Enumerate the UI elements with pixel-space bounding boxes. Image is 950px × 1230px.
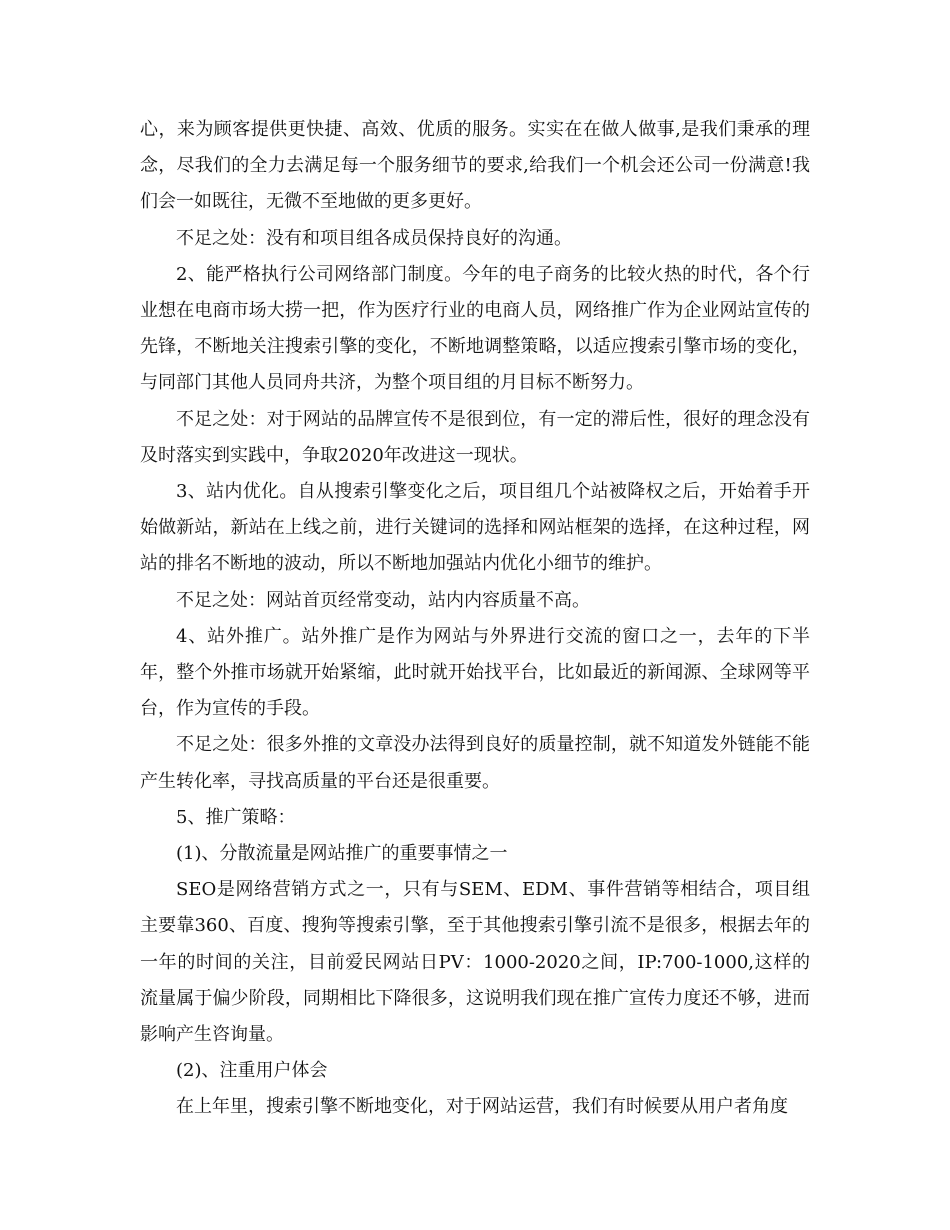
paragraph-subheading-1: (1)、分散流量是网站推广的重要事情之一 bbox=[176, 843, 508, 865]
paragraph-shortcoming-2: 不足之处：对于网站的品牌宣传不是很到位，有一定的滞后性，很好的理念没有及时落实到实践中，争取2020年改进这一现状。 bbox=[140, 408, 810, 466]
paragraph-shortcoming-1: 不足之处：没有和项目组各成员保持良好的沟通。 bbox=[176, 227, 572, 249]
paragraph-shortcoming-4: 不足之处：很多外推的文章没办法得到良好的质量控制，就不知道发外链能不能产生转化率，寻找高质量的平台还是很重要。 bbox=[140, 734, 810, 792]
paragraph-continuation: 心，来为顾客提供更快捷、高效、优质的服务。实实在在做人做事,是我们秉承的理念，尽我们的全力去满足每一个服务细节的要求,给我们一个机会还公司一份满意!我们会一如既往，无微不至地做的更多更好。 bbox=[140, 119, 810, 213]
paragraph-item-4: 4、站外推广。站外推广是作为网站与外界进行交流的窗口之一，去年的下半年，整个外推市场就开始紧缩，此时就开始找平台，比如最近的新闻源、全球网等平台，作为宣传的手段。 bbox=[140, 625, 810, 720]
paragraph-user-experience: 在上年里，搜索引擎不断地变化，对于网站运营，我们有时候要从用户者角度 bbox=[176, 1096, 788, 1118]
paragraph-seo: SEO是网络营销方式之一，只有与SEM、EDM、事件营销等相结合，项目组主要靠360、百度、搜狗等搜索引擎，至于其他搜索引擎引流不是很多，根据去年的一年的时间的关注，目前爱民网站日PV：1000-2020之间，IP:700-1000,这样的流量属于偏少阶段，同期相比下降很多，这说明我们现在推广宣传力度还不够，进而影响产生咨询量。 bbox=[140, 879, 810, 1046]
paragraph-shortcoming-3: 不足之处：网站首页经常变动，站内内容质量不高。 bbox=[176, 589, 590, 611]
paragraph-item-3: 3、站内优化。自从搜索引擎变化之后，项目组几个站被降权之后，开始着手开始做新站，新站在上线之前，进行关键词的选择和网站框架的选择，在这种过程，网站的排名不断地的波动，所以不断地加强站内优化小细节的维护。 bbox=[140, 481, 810, 575]
paragraph-item-2: 2、能严格执行公司网络部门制度。今年的电子商务的比较火热的时代，各个行业想在电商市场大捞一把，作为医疗行业的电商人员，网络推广作为企业网站宣传的先锋，不断地关注搜索引擎的变化，不断地调整策略，以适应搜索引擎市场的变化，与同部门其他人员同舟共济，为整个项目组的月目标不断努力。 bbox=[140, 263, 810, 394]
paragraph-subheading-2: (2)、注重用户体会 bbox=[176, 1060, 328, 1082]
paragraph-item-5-heading: 5、推广策略： bbox=[176, 806, 296, 828]
document-body bbox=[140, 112, 810, 1126]
